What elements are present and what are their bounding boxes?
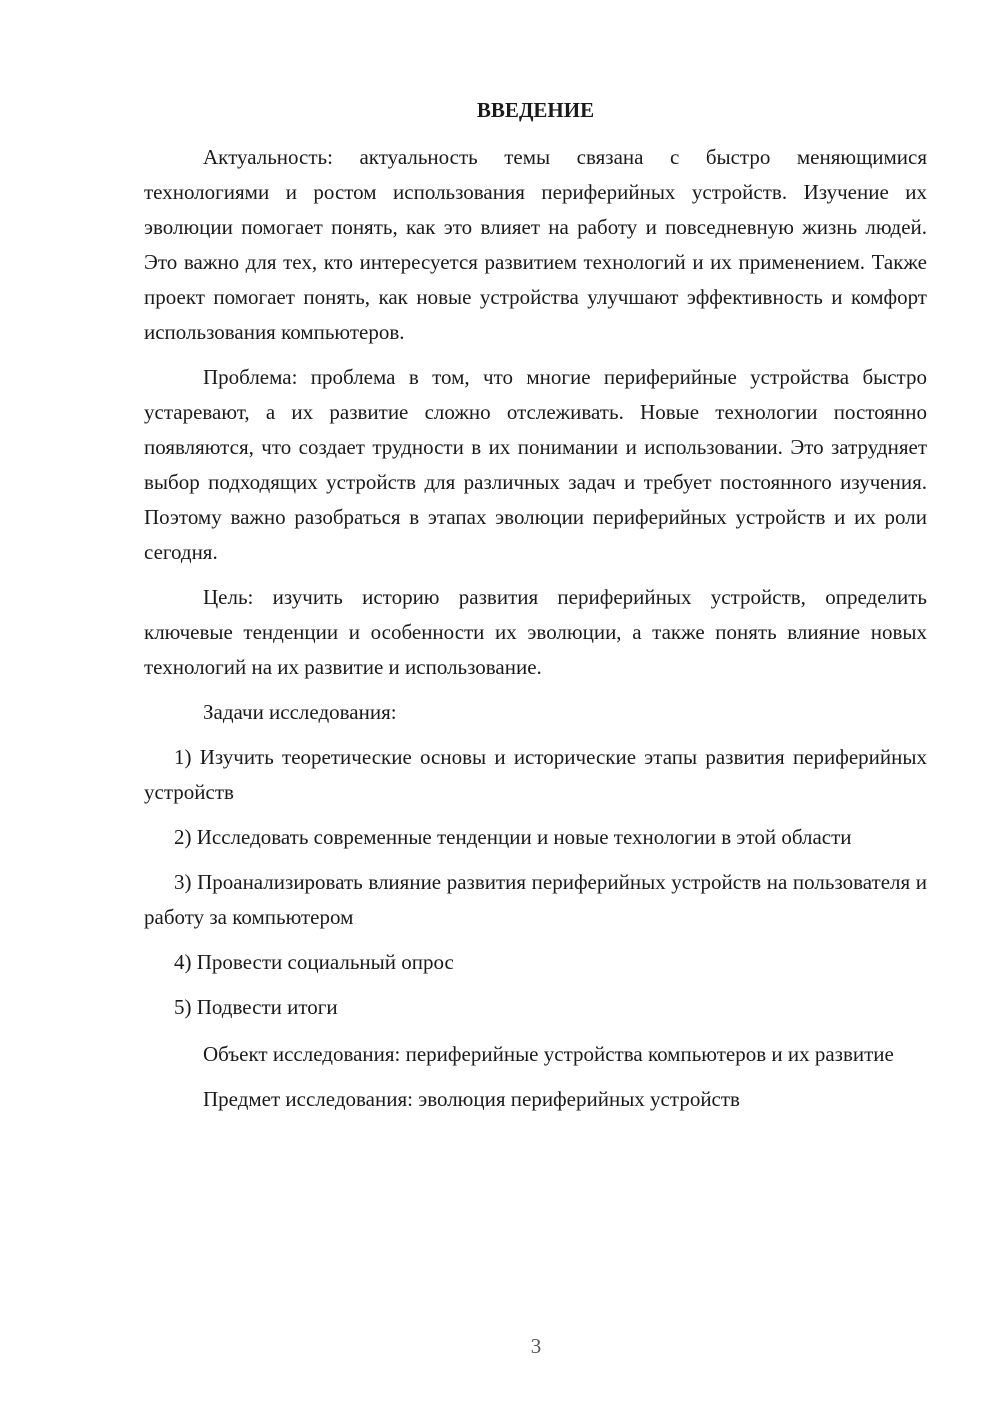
page-content — [144, 94, 927, 1127]
paragraph-goal: Цель: изучить историю развития периферийных устройств, определить ключевые тенденции и особенности их эволюции, а также понять влияние новых технологий на их развитие и использование. — [144, 585, 927, 679]
section-title: ВВЕДЕНИЕ — [476, 98, 595, 122]
task-item: 2) Исследовать современные тенденции и новые технологии в этой области — [174, 825, 852, 849]
paragraph-subject: Предмет исследования: эволюция периферийных устройств — [203, 1087, 740, 1111]
paragraph-object: Объект исследования: периферийные устройства компьютеров и их развитие — [203, 1042, 894, 1066]
task-item: 3) Проанализировать влияние развития периферийных устройств на пользователя и работу за компьютером — [144, 870, 927, 929]
task-item: 1) Изучить теоретические основы и исторические этапы развития периферийных устройств — [144, 745, 927, 804]
paragraph-relevance: Актуальность: актуальность темы связана с быстро меняющимися технологиями и ростом использования периферийных устройств. Изучение их эволюции помогает понять, как это влияет на работу и повседневную жизнь людей. Это важно для тех, кто интересуется развитием технологий и их применением. Также проект помогает понять, как новые устройства улучшают эффективность и комфорт использования компьютеров. — [144, 145, 927, 344]
paragraph-problem: Проблема: проблема в том, что многие периферийные устройства быстро устаревают, а их развитие сложно отслеживать. Новые технологии постоянно появляются, что создает трудности в их понимании и использовании. Это затрудняет выбор подходящих устройств для различных задач и требует постоянного изучения. Поэтому важно разобраться в этапах эволюции периферийных устройств и их роли сегодня. — [144, 365, 927, 564]
paragraph-tasks-heading: Задачи исследования: — [203, 700, 397, 724]
task-item: 5) Подвести итоги — [174, 995, 338, 1019]
page-number: 3 — [530, 1334, 542, 1358]
task-item: 4) Провести социальный опрос — [174, 950, 454, 974]
